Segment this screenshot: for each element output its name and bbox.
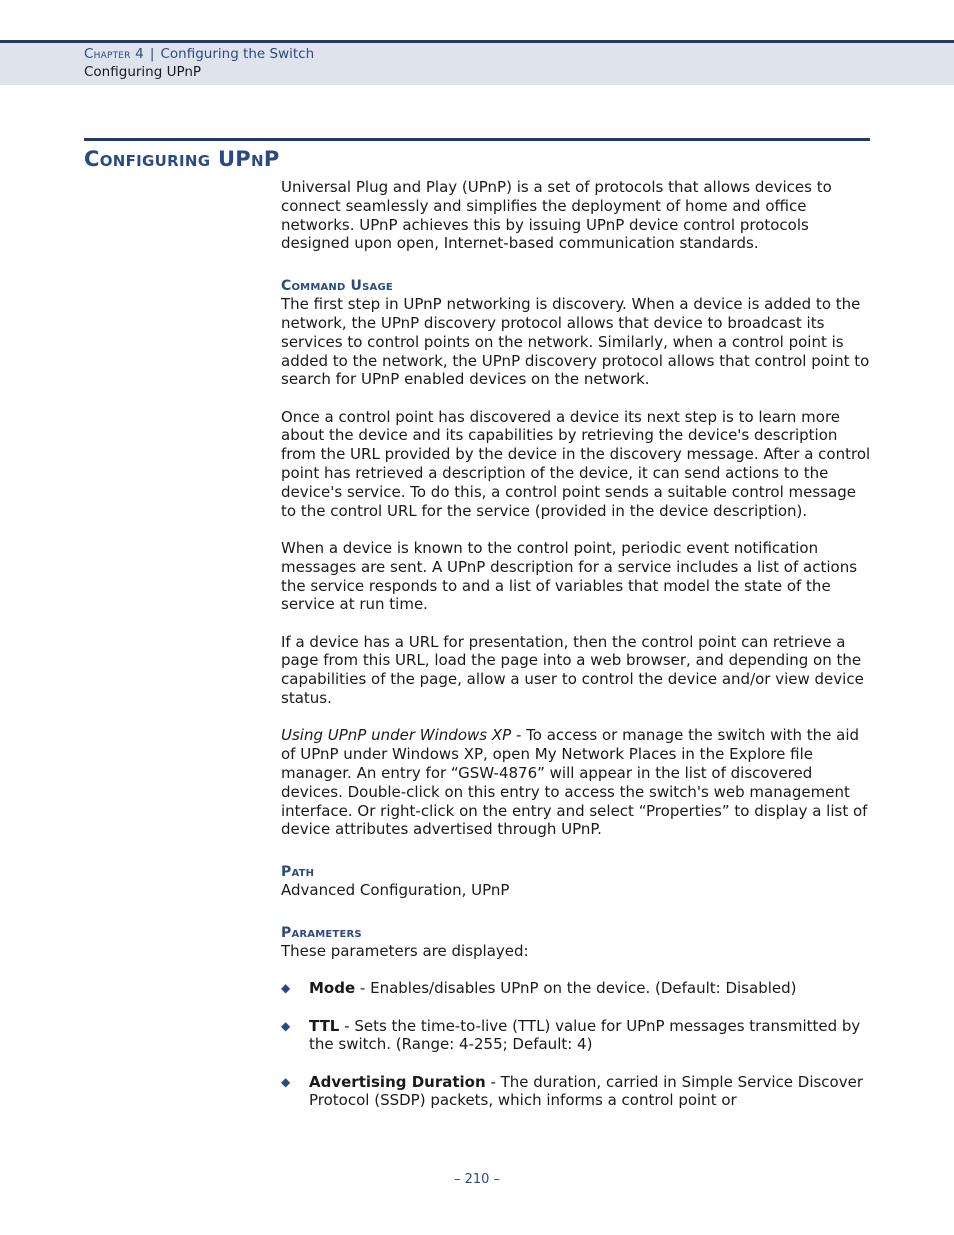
windows-xp-text: - To access or manage the switch with the aid of UPnP under Windows XP, open My Network Places in the Explore file manager. An entry for “GSW-4876” will appear in the list of discovered devices. Double-click on this entry to access the switch's web management interface. Or right-click on the entry and select “Properties” to display a list of device attributes advertised through UPnP. (281, 726, 868, 839)
command-usage-paragraph: Once a control point has discovered a device its next step is to learn more about the device and its capabilities by retrieving the device's description from the URL provided by the device in the discovery message. After a control point has retrieved a description of the device, it can send actions to the device's service. To do this, a control point sends a suitable control message to the control URL for the service (provided in the device description). (281, 407, 871, 520)
parameter-term: TTL (309, 1016, 340, 1035)
header-section: Configuring UPnP (84, 64, 202, 80)
command-usage-paragraph: When a device is known to the control point, periodic event notification messages are sent. A UPnP description for a service includes a list of actions the service responds to and a list of variables that model the state of the service at run time. (281, 538, 858, 614)
windows-xp-label: Using UPnP under Windows XP (281, 726, 512, 745)
header-chapter-line (84, 46, 314, 62)
diamond-bullet-icon: ◆ (281, 981, 291, 996)
main-content (281, 178, 871, 1110)
parameters-intro: These parameters are displayed: (281, 941, 529, 960)
header-chapter: Chapter 4 (84, 46, 144, 62)
path-text: Advanced Configuration, UPnP (281, 881, 510, 900)
diamond-bullet-icon: ◆ (281, 1018, 291, 1033)
parameters-heading: Parameters (281, 924, 362, 941)
path-heading: Path (281, 864, 315, 881)
parameter-term: Advertising Duration (309, 1072, 486, 1091)
parameter-desc: - Sets the time-to-live (TTL) value for UPnP messages transmitted by the switch. (Range: 4-255; Default: 4) (309, 1016, 861, 1054)
page-number: – 210 – (453, 1172, 501, 1187)
parameter-desc: - Enables/disables UPnP on the device. (Default: Disabled) (355, 979, 797, 998)
section-title: Configuring UPnP (84, 147, 280, 171)
command-usage-heading: Command Usage (281, 278, 393, 295)
intro-paragraph: Universal Plug and Play (UPnP) is a set of protocols that allows devices to connect seamlessly and simplifies the deployment of home and office networks. UPnP achieves this by issuing UPnP device control protocols designed upon open, Internet-based communication standards. (281, 178, 832, 253)
header-chapter-title: Configuring the Switch (160, 46, 315, 62)
diamond-bullet-icon: ◆ (281, 1074, 291, 1089)
command-usage-paragraph: If a device has a URL for presentation, then the control point can retrieve a page from this URL, load the page into a web browser, and depending on the capabilities of the page, allow a user to control the device and/or view device status. (281, 632, 864, 708)
parameter-item (281, 979, 871, 998)
windows-xp-paragraph (281, 726, 871, 839)
parameter-desc: - The duration, carried in Simple Service Discover Protocol (SSDP) packets, which informs a control point or (309, 1072, 864, 1110)
parameter-item (281, 1017, 871, 1055)
command-usage-paragraph: The first step in UPnP networking is discovery. When a device is added to the network, the UPnP discovery protocol allows that device to broadcast its services to control points on the network. Similarly, when a control point is added to the network, the UPnP discovery protocol allows that control point to search for UPnP enabled devices on the network. (281, 295, 870, 389)
section-rule (84, 138, 870, 141)
parameter-item (281, 1073, 871, 1111)
header-separator: | (149, 46, 155, 62)
parameter-term: Mode (309, 979, 356, 998)
